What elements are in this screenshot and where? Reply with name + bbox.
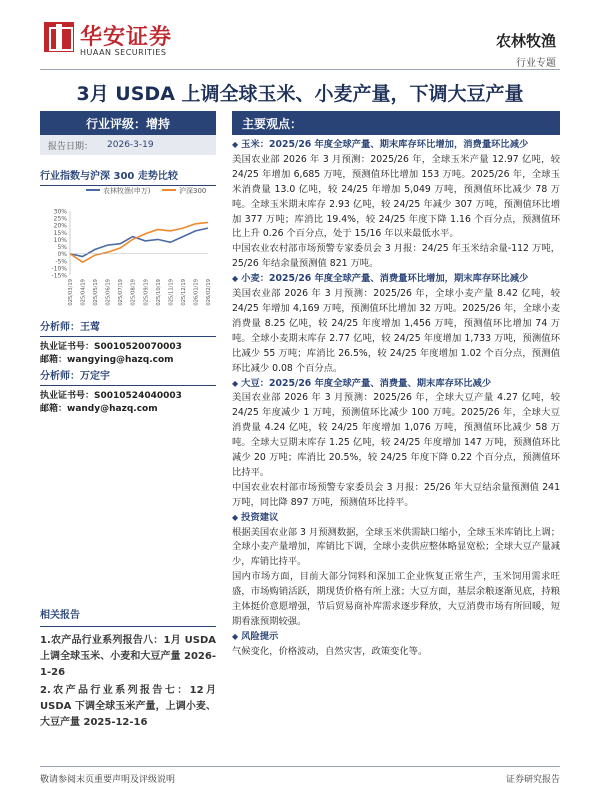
series-line [70, 222, 208, 262]
rating-value: 增持 [146, 116, 171, 131]
investment-heading: ◆ 投资建议 [232, 511, 560, 526]
analyst-2 [40, 370, 216, 416]
legend-label: 沪深300 [179, 187, 207, 195]
y-tick-label: 20% [53, 222, 67, 230]
analyst-email[interactable]: 邮箱：wandy@hazq.com [40, 404, 158, 414]
footer-divider [40, 766, 560, 767]
corn-paragraph-2: 中国农业农村部市场预警专家委员会 3 月报：24/25 年玉米结余量-112 万吨，25/26 年结余量预测值 821 万吨。 [232, 243, 560, 270]
analyst-name-row: 分析师：万定宇 [40, 370, 216, 386]
x-tick-label: 2025/11/19 [168, 279, 175, 306]
analyst-1 [40, 321, 216, 367]
industry-rating [40, 111, 216, 135]
x-tick-label: 2026/02/19 [206, 279, 212, 306]
chart-svg [40, 181, 216, 306]
related-report-item[interactable]: 1.农产品行业系列报告八：1月 USDA 上调全球玉米、小麦和大豆产量 2026-1-26 [40, 635, 216, 678]
x-tick-label: 2025/04/19 [80, 279, 87, 306]
wheat-paragraph: 美国农业部 2026 年 3 月预测：2025/26 年，全球小麦产量 8.42 亿吨，较 24/25 年增加 4,169 万吨，预测值环比增加 32 万吨。2025/26 年，全球小麦消费量 8.25 亿吨，较 24/25 年度增加 1,456 万吨，预测值环比增加 74 万吨。全球小麦期末库存 2.77 亿吨，较 24/25 年度增加 1,733 万吨，预测值环比减少 55 万吨；库消比 26.5%，较 24/25 年度增加 1.02 个百分点，预测值环比减少 0.08 个百分点。 [232, 288, 560, 374]
soybean-paragraph-2: 中国农业农村部市场预警专家委员会 3 月报：25/26 年大豆结余量预测值 241 万吨，同比降 897 万吨，预测值环比持平。 [232, 481, 560, 508]
index-comparison-chart [40, 181, 216, 306]
company-name-en: HUAAN SECURITIES [80, 48, 167, 57]
corn-heading: ◆ 玉米：2025/26 年度全球产量、期末库存环比增加，消费量环比减少 [232, 138, 560, 153]
y-tick-label: 10% [53, 236, 67, 244]
related-report-item[interactable]: 2.农产品行业系列报告七：12月 USDA 下调全球玉米产量，上调小麦、大豆产量 2025-12-16 [40, 685, 216, 728]
y-tick-label: 0% [57, 251, 67, 259]
x-tick-label: 2025/12/19 [180, 279, 187, 306]
y-tick-label: -10% [51, 265, 67, 273]
sidebar [40, 111, 216, 186]
footer-disclaimer: 敬请参阅末页重要声明及评级说明 [40, 775, 176, 785]
sector-label: 农林牧渔 [495, 32, 556, 50]
analyst-cert: 执业证书号：S0010524040003 [40, 391, 182, 401]
date-label: 报告日期： [48, 141, 94, 152]
wheat-heading: ◆ 小麦：2025/26 年度全球产量、消费量环比增加，期末库存环比减少 [232, 272, 560, 287]
y-tick-label: 15% [53, 229, 67, 237]
y-tick-label: 30% [53, 208, 67, 216]
x-tick-label: 2025/06/19 [105, 279, 112, 306]
corn-paragraph: 美国农业部 2026 年 3 月预测：2025/26 年，全球玉米产量 12.97 亿吨，较 24/25 年增加 6,685 万吨，预测值环比增加 153 万吨。2025/26 年，全球玉米消费量 13.0 亿吨，较 24/25 年增加 5,049 万吨，预测值环比减少 78 万吨。全球玉米期末库存 2.93 亿吨，较 24/25 年减少 307 万吨，预测值环比增加 377 万吨；库消比 19.4%，较 24/25 年度下降 1.16 个百分点，预测值环比上升 0.26 个百分点，处于 15/16 年以来最低水平。 [232, 153, 560, 240]
y-tick-label: 5% [57, 244, 67, 252]
company-name-cn: 华安证券 [80, 25, 173, 50]
report-header [0, 0, 600, 72]
risk-paragraph: 气候变化，价格波动，自然灾害，政策变化等。 [232, 645, 428, 657]
analyst-email[interactable]: 邮箱：wangying@hazq.com [40, 355, 174, 365]
x-tick-label: 2025/08/19 [130, 279, 137, 306]
investment-paragraph: 根据美国农业部 3 月预测数据，全球玉米供需缺口缩小，全球玉米库销比上调；全球小麦产量增加，库销比下调，全球小麦供应整体略显宽松；全球大豆产量减少，库销比持平。 [232, 526, 560, 568]
soybean-paragraph: 美国农业部 2026 年 3 月预测：2025/26 年，全球大豆产量 4.27 亿吨，较 24/25 年度减少 1 万吨，预测值环比减少 100 万吨。2025/26 年，全球大豆消费量 4.24 亿吨，较 24/25 年度增加 1,076 万吨，预测值环比减少 58 万吨。全球大豆期末库存 1.25 亿吨，较 24/25 年度增加 147 万吨，预测值环比减少 20 万吨；库消比 20.5%，较 24/25 年度下降 0.22 个百分点，预测值环比持平。 [232, 392, 560, 478]
report-type-label: 行业专题 [516, 58, 556, 69]
footer-report-label: 证券研究报告 [505, 775, 560, 785]
x-tick-label: 2025/07/19 [118, 279, 125, 306]
rating-label: 行业评级： [85, 116, 146, 131]
key-points-section [232, 111, 560, 135]
date-value: 2026-3-19 [107, 140, 154, 150]
chart-heading: 行业指数与沪深 300 走势比较 [40, 167, 216, 186]
key-points-body [232, 138, 560, 660]
y-tick-label: 25% [53, 215, 67, 223]
x-tick-label: 2026/01/19 [193, 279, 200, 306]
y-tick-label: -5% [55, 258, 67, 266]
x-tick-label: 2025/05/19 [93, 279, 100, 306]
investment-paragraph-2: 国内市场方面，目前大部分饲料和深加工企业恢复正常生产，玉米饲用需求旺盛，市场购销活跃，期现货价格有所上涨；大豆方面，基层余粮逐渐见底，持粮主体挺价意愿增强，节后贸易商补库需求逐步释放，大豆消费市场有所回暖，短期看涨预期较强。 [232, 571, 560, 627]
company-logo-icon [44, 22, 74, 52]
analyst-name-row: 分析师：王莺 [40, 321, 216, 337]
series-line [70, 228, 208, 256]
risk-heading: ◆ 风险提示 [232, 630, 560, 645]
key-points-header: 主要观点： [232, 111, 560, 135]
report-title: 3月 USDA 上调全球玉米、小麦产量，下调大豆产量 [76, 83, 524, 105]
x-tick-label: 2025/03/19 [68, 279, 74, 306]
legend-label: 农林牧渔(申万) [103, 187, 151, 195]
analyst-cert: 执业证书号：S0010520070003 [40, 342, 182, 352]
header-divider [40, 69, 560, 70]
x-tick-label: 2025/10/19 [155, 279, 162, 306]
related-reports-heading: 相关报告 [40, 608, 216, 627]
x-tick-label: 2025/09/19 [143, 279, 150, 306]
related-reports [40, 608, 216, 733]
soybean-heading: ◆ 大豆：2025/26 年度全球产量、消费量、期末库存环比减少 [232, 377, 560, 392]
y-tick-label: -15% [51, 272, 67, 280]
report-date [40, 135, 216, 155]
